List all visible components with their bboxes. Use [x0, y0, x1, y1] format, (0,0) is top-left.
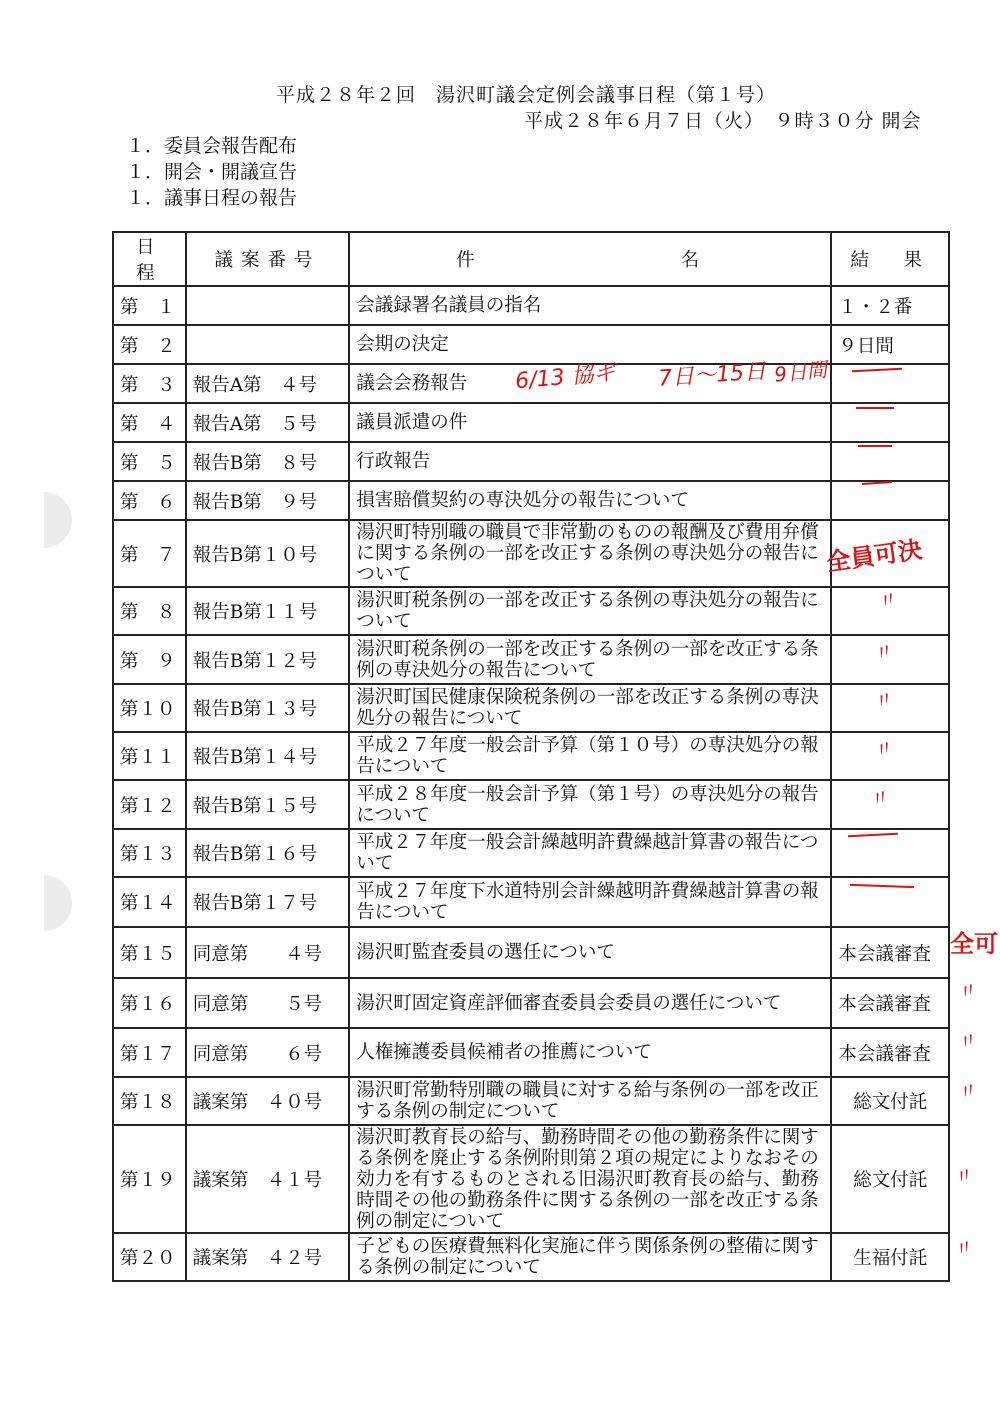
table-row: [113, 442, 949, 481]
punch-hole-bottom: [44, 875, 72, 931]
cell-name: 湯沢町税条例の一部を改正する条例の専決処分の報告について: [349, 587, 831, 635]
cell-name: 損害賠償契約の専決処分の報告について: [349, 481, 831, 520]
cell-bill: 報告B第１０号: [186, 520, 350, 587]
cell-name: 湯沢町固定資産評価審査委員会委員の選任について: [349, 978, 831, 1028]
cell-bill: 同意第 ４号: [186, 927, 350, 978]
cell-name: 湯沢町特別職の職員で非常勤のものの報酬及び費用弁償に関する条例の一部を改正する条例の専決処分の報告について: [349, 520, 831, 587]
cell-schedule: 第１４: [113, 877, 186, 927]
cell-bill: 報告B第１５号: [186, 780, 350, 829]
cell-name: 議員派遣の件: [349, 403, 831, 442]
cell-bill: 報告B第 ８号: [186, 442, 350, 481]
preamble-item: １．開会・開議宣告: [126, 161, 298, 183]
table-row: [113, 1125, 949, 1233]
table-row: [113, 587, 949, 635]
cell-bill: [186, 325, 350, 364]
table-row: [113, 481, 949, 520]
cell-name: 平成２７年度一般会計繰越明許費繰越計算書の報告について: [349, 829, 831, 877]
table-row: [113, 1233, 949, 1281]
punch-hole-top: [44, 492, 72, 548]
handwritten-ditto: 〃: [951, 1233, 979, 1263]
handwritten-ditto: 〃: [955, 976, 983, 1006]
cell-result: 総文付託: [831, 1125, 949, 1233]
table-row: [113, 520, 949, 587]
cell-bill: 報告B第１６号: [186, 829, 350, 877]
cell-result: [831, 481, 949, 520]
header-item-b: 名: [680, 250, 700, 271]
cell-name: 平成２８年度一般会計予算（第１号）の専決処分の報告について: [349, 780, 831, 829]
document-title: 平成２８年２回 湯沢町議会定例会議事日程（第１号）: [276, 84, 777, 106]
handwritten-ditto: 〃: [951, 1161, 979, 1191]
cell-bill: 報告B第１３号: [186, 684, 350, 732]
table-row: [113, 877, 949, 927]
cell-name: 議会会務報告: [349, 364, 831, 403]
table-row: [113, 780, 949, 829]
preamble-item: １．議事日程の報告: [126, 187, 298, 209]
cell-result: １・２番: [831, 286, 949, 325]
cell-schedule: 第 ９: [113, 635, 186, 684]
table-row: [113, 927, 949, 978]
cell-result: 本会議審査: [831, 927, 949, 978]
table-row: [113, 684, 949, 732]
cell-name: 平成２７年度下水道特別会計繰越明許費繰越計算書の報告について: [349, 877, 831, 927]
cell-bill: 議案第 ４１号: [186, 1125, 350, 1233]
cell-schedule: 第 ５: [113, 442, 186, 481]
handwritten-ditto: 〃: [955, 1026, 983, 1056]
cell-bill: 報告B第１２号: [186, 635, 350, 684]
cell-bill: [186, 286, 350, 325]
cell-schedule: 第 ３: [113, 364, 186, 403]
date-time-line: 平成２８年６月７日（火） ９時３０分 開会: [524, 110, 922, 132]
cell-schedule: 第１５: [113, 927, 186, 978]
table-row: [113, 403, 949, 442]
cell-name: 湯沢町税条例の一部を改正する条例の一部を改正する条例の専決処分の報告について: [349, 635, 831, 684]
handwritten-dash: [856, 407, 894, 409]
cell-bill: 同意第 ６号: [186, 1028, 350, 1077]
preamble-item: １．委員会報告配布: [126, 135, 298, 157]
handwritten-dash: [858, 445, 892, 447]
cell-bill: 議案第 ４２号: [186, 1233, 350, 1281]
cell-name: 人権擁護委員候補者の推薦について: [349, 1028, 831, 1077]
cell-schedule: 第 ４: [113, 403, 186, 442]
header-item-a: 件: [456, 250, 475, 271]
table-row: [113, 1028, 949, 1077]
handwritten-ditto: 〃: [871, 637, 899, 667]
handwritten-all-approved-short: 全可: [950, 930, 998, 958]
cell-bill: 報告B第１７号: [186, 877, 350, 927]
cell-schedule: 第 ７: [113, 520, 186, 587]
cell-result: 生福付託: [831, 1233, 949, 1281]
cell-bill: 報告B第 ９号: [186, 481, 350, 520]
cell-name: 湯沢町常勤特別職の職員に対する給与条例の一部を改正する条例の制定について: [349, 1077, 831, 1125]
cell-schedule: 第１８: [113, 1077, 186, 1125]
cell-schedule: 第１２: [113, 780, 186, 829]
handwritten-session-date: 6/13 協ギ: [514, 360, 617, 395]
table-row: [113, 635, 949, 684]
table-row: [113, 286, 949, 325]
table-row: [113, 732, 949, 780]
cell-bill: 報告B第１１号: [186, 587, 350, 635]
cell-bill: 報告B第１４号: [186, 732, 350, 780]
cell-name: 湯沢町教育長の給与、勤務時間その他の勤務条件に関する条例を廃止する条例附則第２項の規定によりなおその効力を有するものとされる旧湯沢町教育長の給与、勤務時間その他の勤務条件に関する条例の一部を改正する条例の制定について: [349, 1125, 831, 1233]
cell-name: 会期の決定: [349, 325, 831, 364]
handwritten-all-approved: 全員可決: [824, 535, 924, 577]
handwritten-ditto: 〃: [955, 1076, 983, 1106]
cell-name: 会議録署名議員の指名: [349, 286, 831, 325]
cell-result: 本会議審査: [831, 978, 949, 1028]
cell-result: 総文付託: [831, 1077, 949, 1125]
header-bill-number: 議案番号: [186, 232, 350, 286]
cell-schedule: 第２０: [113, 1233, 186, 1281]
header-result: 結 果: [831, 232, 949, 286]
cell-bill: 議案第 ４０号: [186, 1077, 350, 1125]
cell-name: 湯沢町監査委員の選任について: [349, 927, 831, 978]
cell-schedule: 第１１: [113, 732, 186, 780]
table-row: [113, 1077, 949, 1125]
cell-schedule: 第 ６: [113, 481, 186, 520]
table-header-row: [113, 232, 949, 286]
cell-schedule: 第１０: [113, 684, 186, 732]
cell-schedule: 第１７: [113, 1028, 186, 1077]
cell-name: 行政報告: [349, 442, 831, 481]
cell-bill: 同意第 ５号: [186, 978, 350, 1028]
table-row: [113, 978, 949, 1028]
cell-schedule: 第 ２: [113, 325, 186, 364]
handwritten-ditto: 〃: [875, 585, 903, 615]
cell-result: 本会議審査: [831, 1028, 949, 1077]
cell-schedule: 第１６: [113, 978, 186, 1028]
handwritten-ditto: 〃: [867, 783, 895, 813]
cell-bill: 報告A第 ４号: [186, 364, 350, 403]
cell-schedule: 第１９: [113, 1125, 186, 1233]
header-item-name: [349, 232, 831, 286]
cell-name: 平成２７年度一般会計予算（第１０号）の専決処分の報告について: [349, 732, 831, 780]
table-row: [113, 829, 949, 877]
header-schedule: 日 程: [113, 232, 186, 286]
cell-schedule: 第 １: [113, 286, 186, 325]
cell-result: ９日間: [831, 325, 949, 364]
cell-schedule: 第 ８: [113, 587, 186, 635]
cell-schedule: 第１３: [113, 829, 186, 877]
cell-result: [831, 442, 949, 481]
cell-bill: 報告A第 ５号: [186, 403, 350, 442]
handwritten-ditto: 〃: [871, 734, 899, 764]
handwritten-ditto: 〃: [871, 685, 899, 715]
handwritten-session-period: 7日～15日: [657, 359, 767, 392]
cell-name: 湯沢町国民健康保険税条例の一部を改正する条例の専決処分の報告について: [349, 684, 831, 732]
preamble-list: [126, 133, 297, 211]
cell-name: 子どもの医療費無料化実施に伴う関係条例の整備に関する条例の制定について: [349, 1233, 831, 1281]
handwritten-session-days: 9日間: [773, 357, 829, 387]
